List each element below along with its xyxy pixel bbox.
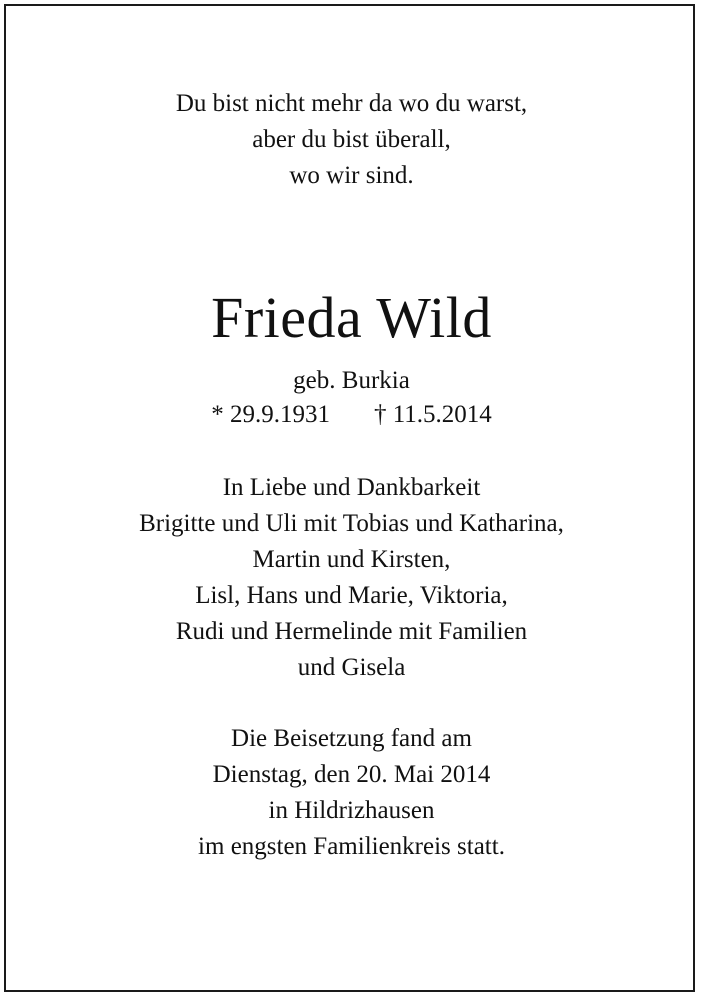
mourners-line: Brigitte und Uli mit Tobias und Katharina,	[139, 510, 564, 537]
funeral-line: Dienstag, den 20. Mai 2014	[212, 761, 491, 788]
mourners-line: Rudi und Hermelinde mit Familien	[175, 618, 528, 645]
mourners-line: Martin und Kirsten,	[252, 546, 451, 573]
funeral-line: Die Beisetzung fand am	[231, 725, 472, 752]
funeral-line: im engsten Familienkreis statt.	[198, 833, 505, 860]
mourners-line: Lisl, Hans und Marie, Viktoria,	[195, 582, 508, 609]
deceased-name: Frieda Wild	[211, 285, 492, 350]
mourners-line: In Liebe und Dankbarkeit	[222, 474, 481, 501]
death-date: † 11.5.2014	[373, 401, 492, 428]
verse-line: Du bist nicht mehr da wo du warst,	[175, 90, 528, 117]
memorial-verse	[0, 86, 703, 194]
verse-line: wo wir sind.	[289, 162, 414, 189]
birth-date: * 29.9.1931	[211, 401, 330, 428]
funeral-line: in Hildrizhausen	[268, 797, 435, 824]
verse-line: aber du bist überall,	[252, 126, 451, 153]
maiden-name: geb. Burkia	[293, 367, 410, 394]
mourners-line: und Gisela	[297, 654, 406, 681]
funeral-notice	[0, 721, 703, 865]
mourners-list	[0, 470, 703, 686]
life-dates	[0, 398, 703, 432]
